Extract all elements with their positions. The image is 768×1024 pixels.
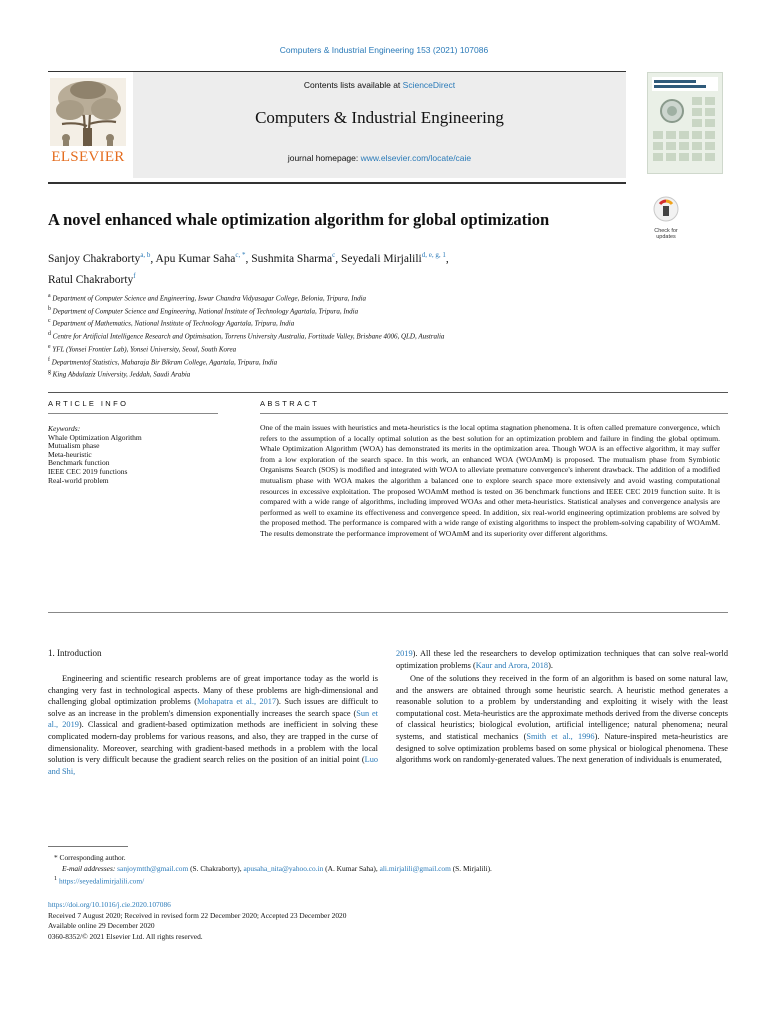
author-affiliation-marks[interactable]: d, e, g, 1 [421, 251, 446, 259]
check-for-updates-badge[interactable] [648, 195, 684, 240]
elsevier-wordmark: ELSEVIER [51, 149, 125, 165]
info-rule [48, 413, 218, 414]
affiliation-item: $^a$ Department of Computer Science and Engineering, Iswar Chandra Vidyasagar College, Belonia, Tripura, India [48, 293, 367, 303]
author-name: Sushmita Sharma [251, 252, 333, 265]
sciencedirect-link[interactable]: ScienceDirect [402, 80, 456, 90]
affiliation-item: $^f$ Departmentof Statistics, Maharaja Bir Bikram College, Agartala, Tripura, India [48, 356, 278, 366]
journal-cover-thumbnail[interactable] [647, 72, 723, 174]
keyword-item: Whale Optimization Algorithm [48, 432, 142, 442]
received-dates: Received 7 August 2020; Received in revised form 22 December 2020; Accepted 23 December 2020 [48, 910, 347, 920]
intro-right-paragraph-cont: 2019). All these led the researchers to develop optimization techniques that can solve real-world optimization problems (Kaur and Arora, 2018). [396, 649, 728, 670]
journal-homepage: journal homepage: www.elsevier.com/locate/caie [287, 153, 472, 163]
author-name: Sanjoy Chakraborty [48, 252, 141, 265]
journal-title: Computers & Industrial Engineering [255, 108, 504, 127]
author-name: Ratul Chakraborty [48, 273, 134, 286]
email-note: E-mail addresses: sanjoymtth@gmail.com (S. Chakraborty), apusaha_nita@yahoo.co.in (A. Kumar Saha), ali.mirjalili@gmail.com (S. Mirjalili). [62, 864, 492, 873]
keyword-item: Real-world problem [48, 475, 109, 485]
author-affiliation-marks[interactable]: f [133, 271, 136, 280]
citation-link[interactable]: Kaur and Arora, 2018 [475, 660, 549, 670]
affiliation-item: $^c$ Department of Mathematics, National Institute of Technology Agartala, Tripura, India [48, 318, 295, 328]
check-updates-label: Check for updates [654, 228, 678, 240]
author-name: Seyedali Mirjalili [340, 252, 422, 265]
citation-link[interactable]: 2019 [396, 649, 413, 658]
abstract-rule [260, 413, 728, 414]
author-list: Sanjoy Chakraborty$^{a, b}$, Apu Kumar Saha$^{c, *}$, Sushmita Sharma$^c$, Seyedali Mirjalili$^{d, e, g, 1}$, Ratul Chakraborty$^f$ [48, 251, 449, 286]
homepage-link[interactable]: www.elsevier.com/locate/caie [360, 153, 472, 163]
keyword-item: Benchmark function [48, 458, 110, 468]
homepage-url-link[interactable]: https://seyedalimirjalili.com/ [58, 876, 145, 886]
article-title: A novel enhanced whale optimization algorithm for global optimization [48, 210, 550, 229]
keyword-item: IEEE CEC 2019 functions [48, 466, 128, 476]
corresponding-note: * Corresponding author. [54, 853, 126, 862]
affiliation-item: $^e$ YFL (Yonsei Frontier Lab), Yonsei University, Seoul, South Korea [48, 343, 237, 354]
citation-link[interactable]: Sun et al., 2019 [48, 708, 378, 730]
publication-info [48, 900, 728, 942]
doi-link[interactable]: https://doi.org/10.1016/j.cie.2020.107086 [48, 900, 171, 909]
keyword-item: Meta-heuristic [48, 449, 92, 459]
abstract-bottom-rule [48, 612, 728, 613]
citation-link[interactable]: Smith et al., 1996 [526, 731, 595, 741]
citation-link[interactable]: Mohapatra et al., 2017 [196, 697, 277, 707]
author-affiliation-marks[interactable]: c, * [235, 251, 246, 259]
keywords-label: Keywords: [48, 424, 81, 433]
affiliation-list [48, 291, 728, 380]
keyword-item: Mutualism phase [48, 441, 100, 451]
abstract-heading: ABSTRACT [260, 399, 320, 408]
intro-right-paragraph: One of the solutions they received in the form of an algorithm is based on some natural law, and the answers are obtained through some heuristic search. A heuristic method generates a reasonable solution to a problem by understanding and exploiting it wisely with the least computational cost. Meta-heuristics are the approximate methods derived from the diverse concepts of classical heuristics; biological evolution, artificial intelligence; natural phenomena; neural systems, and statistical mechanics (Smith et al., 1996). Nature-inspired meta-heuristics are designed to solve optimization problems based on some physical or biological phenomena. These algorithms work on randomly-generated values. The next generation of individuals is enumerated, [396, 674, 728, 765]
abstract-text: One of the main issues with heuristics and meta-heuristics is the local optima stagnation phenomena. It is often called premature convergence, which refers to the assumption of a locally optimal solution as the best solution for an optimization problem and failure in finding the global optimum. Whale Optimization Algorithm (WOA) has demonstrated its merits in the optimization area. Though WOA is an effective algorithm, it may suffer from a low exploration of the search space. In this work, an enhanced WOA (WOAmM) is proposed. The mutualism phase from Symbiotic Organisms Search (SOS) is modified and integrated with WOA to alleviate premature convergence's inherent drawback. The addition of a modified mutualism phase with WOA makes the algorithm a balanced one to explore search space more extensively and avoid wasting computational resources in excessive exploitation. The proposed WOAmM method is tested on 36 benchmark functions and IEEE CEC 2019 function suite. It is compared with a wide range of algorithms, including improved WOAs and other meta-heuristics. Statistical analyses and convergence analysis are performed as well to examine its effectiveness and convergence speed. In addition, six real-world engineering optimization problems are solved by the proposed method. The performance is compared with a wide range of existing algorithms to inspect the problem-solving capability of WOAmM. The results demonstrate the performance improvement of WOAmM and its superiority over different algorithms. [260, 423, 720, 538]
affiliation-item: $^b$ Department of Computer Science and Engineering, National Institute of Technology Agartala, Tripura, India [48, 305, 359, 316]
affiliation-item: $^g$ King Abdulaziz University, Jeddah, Saudi Arabia [48, 369, 191, 379]
section-divider [48, 392, 728, 393]
author-name: Apu Kumar Saha [155, 252, 236, 265]
contents-line: Contents lists available at ScienceDirect [303, 80, 456, 90]
email-link[interactable]: sanjoymtth@gmail.com [117, 864, 189, 873]
author-affiliation-marks[interactable]: a, b [140, 251, 151, 259]
check-updates-icon [648, 195, 684, 223]
article-info-heading: ARTICLE INFO [48, 399, 129, 408]
header-bottom-rule [48, 182, 626, 184]
introduction-heading: 1. Introduction [48, 648, 102, 658]
author-affiliation-marks[interactable]: c [332, 251, 336, 259]
keywords-block [48, 425, 218, 485]
email-link[interactable]: apusaha_nita@yahoo.co.in [243, 864, 324, 873]
available-online: Available online 29 December 2020 [48, 921, 155, 930]
email-link[interactable]: ali.mirjalili@gmail.com [379, 864, 451, 873]
affiliation-item: $^d$ Centre for Artificial Intelligence Research and Optimisation, Torrens University Australia, Fortitude Valley, Brisbane 4006, QLD, Australia [48, 331, 445, 341]
copyright: 0360-8352/© 2021 Elsevier Ltd. All rights reserved. [48, 931, 203, 941]
footnote-rule [48, 846, 128, 847]
intro-left-paragraph: Engineering and scientific research problems are of great importance today as the world is changing very fast in technological aspects. Many of these problems are high-dimensional and challenging global optimization problems (Mohapatra et al., 2017). Such issues are difficult to solve as an increase in the problem's dimension exponentially increases the search space (Sun et al., 2019). Classical and gradient-based optimization methods are inefficient in solving these complicated modern-day problems for various reasons, and also, they are trapped in the curse of dimensionality. Moreover, searching with gradient-based methods in a problem with the local solution is very difficult because the gradient search relies on the position of an initial point (Luo and Shi, [48, 674, 378, 776]
footnotes [48, 852, 728, 886]
citation-link[interactable]: Luo and Shi, [48, 755, 378, 776]
url-note: $^1$ https://seyedalimirjalili.com/ [54, 876, 145, 886]
journal-citation[interactable]: Computers & Industrial Engineering 153 (2021) 107086 [279, 45, 489, 55]
